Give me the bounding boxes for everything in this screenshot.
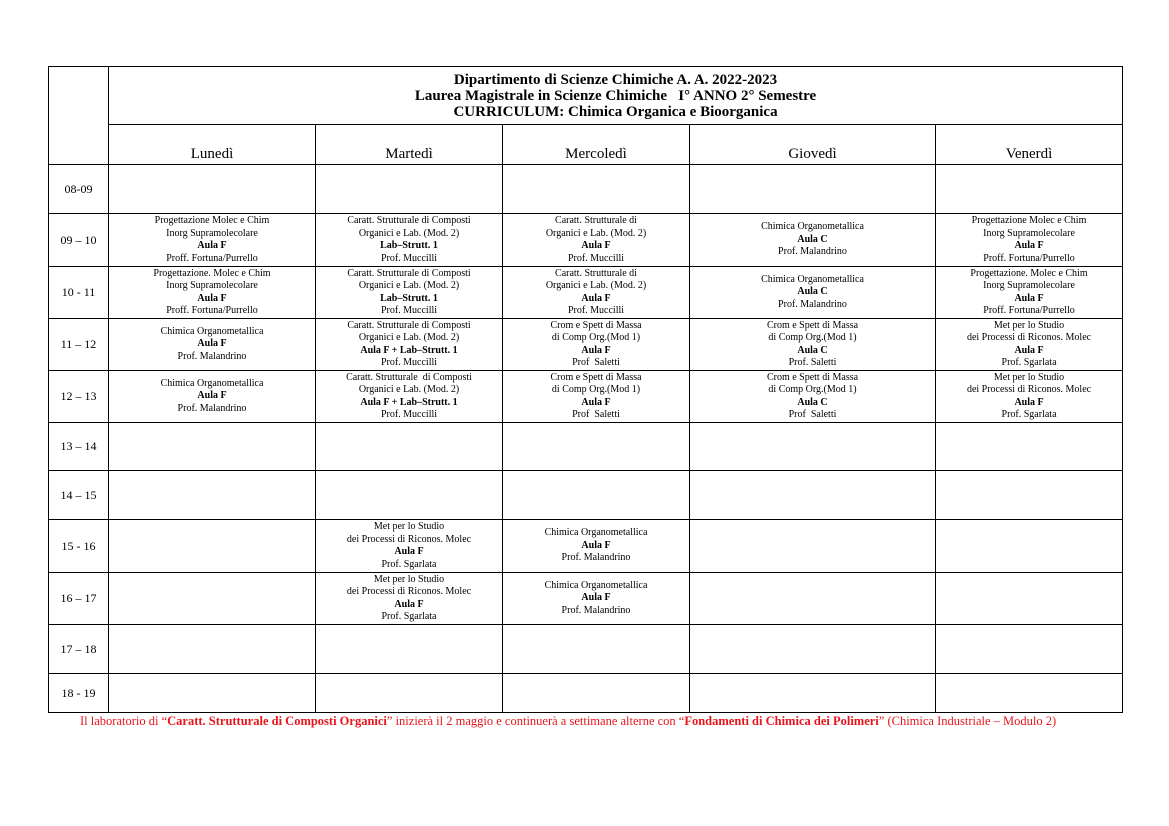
schedule-cell (936, 471, 1123, 520)
room-label: Aula F (581, 292, 611, 304)
course-line: Crom e Spett di Massa (550, 319, 642, 331)
time-label: 09 – 10 (49, 214, 109, 267)
day-header-1: Lunedì (109, 125, 316, 165)
course-line: Prof. Malandrino (177, 350, 247, 362)
room-label: Aula F + Lab–Strutt. 1 (360, 396, 458, 408)
schedule-cell (936, 423, 1123, 471)
course-line: Caratt. Strutturale di Composti (346, 371, 472, 383)
schedule-cell (690, 423, 936, 471)
schedule-cell (936, 625, 1123, 674)
schedule-cell (503, 319, 690, 371)
lab-footnote (80, 713, 1080, 729)
schedule-cell (936, 165, 1123, 214)
schedule-cell (109, 371, 316, 423)
course-line: Organici e Lab. (Mod. 2) (358, 332, 460, 343)
schedule-cell (936, 267, 1123, 319)
course-line: Caratt. Strutturale di (555, 267, 637, 279)
course-line: Chimica Organometallica (160, 377, 264, 389)
course-line: dei Processi di Riconos. Molec (346, 533, 472, 545)
course-line: Prof Saletti (572, 357, 620, 368)
time-label: 18 - 19 (49, 674, 109, 713)
schedule-cell (690, 214, 936, 267)
course-line: Prof. Malandrino (778, 298, 847, 310)
timeslot-row (49, 214, 1123, 267)
timeslot-row (49, 371, 1123, 423)
course-line: Prof. Malandrino (778, 246, 847, 258)
title-block (109, 67, 1123, 125)
course-line: Prof. Sgarlata (1001, 357, 1057, 368)
schedule-cell (109, 165, 316, 214)
room-label: Aula C (797, 286, 828, 298)
schedule-cell (690, 573, 936, 625)
course-line: Progettazione Molec e Chim (971, 215, 1087, 226)
course-line: Crom e Spett di Massa (550, 371, 642, 383)
time-label: 08-09 (49, 165, 109, 214)
course-line: Inorg Supramolecolare (983, 227, 1075, 239)
department-title: Dipartimento di Scienze Chimiche A. A. 2022-2023 (453, 71, 778, 88)
room-label: Aula F + Lab–Strutt. 1 (360, 344, 458, 356)
timeslot-row (49, 625, 1123, 674)
course-line: Organici e Lab. (Mod. 2) (358, 384, 460, 395)
course-line: Prof. Muccilli (380, 357, 438, 368)
course-line: Prof. Malandrino (561, 604, 631, 616)
timeslot-row (49, 674, 1123, 713)
room-label: Aula F (197, 240, 227, 251)
course-line: Caratt. Strutturale di Composti (347, 267, 471, 279)
schedule-cell (316, 165, 503, 214)
schedule-cell (503, 423, 690, 471)
schedule-cell (936, 214, 1123, 267)
schedule-cell (316, 214, 503, 267)
corner-cell (49, 67, 109, 165)
schedule-cell (109, 319, 316, 371)
day-header-2: Martedì (316, 125, 503, 165)
timetable (48, 66, 1123, 713)
room-label: Aula F (197, 338, 227, 350)
schedule-cell (690, 319, 936, 371)
course-line: di Comp Org.(Mod 1) (768, 332, 857, 343)
course-line: Prof. Sgarlata (1001, 409, 1057, 420)
schedule-cell (503, 267, 690, 319)
schedule-cell (109, 267, 316, 319)
room-label: Aula C (797, 233, 828, 245)
room-label: Aula F (581, 592, 611, 604)
course-line: Chimica Organometallica (544, 579, 648, 591)
room-label: Aula F (394, 546, 424, 557)
time-label: 11 – 12 (49, 319, 109, 371)
footnote-text-2: ” inizierà il 2 maggio e continuerà a settimane alterne con “ (386, 714, 685, 728)
schedule-cell (503, 214, 690, 267)
timeslot-row (49, 319, 1123, 371)
course-line: Proff. Fortuna/Purrello (166, 252, 258, 264)
time-label: 16 – 17 (49, 573, 109, 625)
course-line: Prof Saletti (572, 409, 620, 420)
schedule-cell (503, 520, 690, 573)
schedule-cell (503, 371, 690, 423)
day-header-4: Giovedì (690, 125, 936, 165)
schedule-cell (109, 625, 316, 674)
course-line: di Comp Org.(Mod 1) (551, 332, 641, 343)
course-line: Prof Saletti (788, 409, 837, 420)
course-line: Prof. Muccilli (380, 305, 438, 316)
footnote-course-1: Caratt. Strutturale di Composti Organici (167, 714, 387, 728)
schedule-cell (936, 674, 1123, 713)
schedule-cell (316, 267, 503, 319)
day-header-5: Venerdì (936, 125, 1123, 165)
course-line: Met per lo Studio (993, 371, 1065, 383)
course-line: Chimica Organometallica (544, 527, 648, 539)
room-label: Aula C (797, 396, 828, 408)
course-line: Prof. Sgarlata (381, 558, 437, 570)
schedule-cell (316, 319, 503, 371)
timeslot-row (49, 471, 1123, 520)
time-label: 10 - 11 (49, 267, 109, 319)
schedule-cell (316, 520, 503, 573)
course-line: di Comp Org.(Mod 1) (768, 384, 857, 395)
room-label: Aula F (1014, 292, 1044, 304)
time-label: 13 – 14 (49, 423, 109, 471)
course-line: Prof. Muccilli (567, 252, 625, 264)
course-line: Caratt. Strutturale di (555, 215, 637, 226)
schedule-cell (936, 573, 1123, 625)
course-line: Inorg Supramolecolare (983, 280, 1075, 291)
schedule-cell (316, 625, 503, 674)
course-line: Chimica Organometallica (761, 273, 864, 285)
room-label: Aula F (394, 598, 424, 610)
schedule-cell (316, 423, 503, 471)
room-label: Lab–Strutt. 1 (380, 292, 438, 304)
schedule-cell (936, 371, 1123, 423)
time-label: 12 – 13 (49, 371, 109, 423)
schedule-cell (690, 165, 936, 214)
course-line: Progettazione Molec e Chim (154, 215, 270, 226)
course-line: Prof. Malandrino (177, 402, 247, 414)
timeslot-row (49, 165, 1123, 214)
course-line: dei Processi di Riconos. Molec (966, 384, 1092, 395)
schedule-cell (690, 267, 936, 319)
room-label: Aula F (581, 344, 611, 356)
course-line: Proff. Fortuna/Purrello (166, 305, 258, 316)
timeslot-row (49, 267, 1123, 319)
schedule-cell (109, 520, 316, 573)
schedule-cell (316, 674, 503, 713)
room-label: Aula F (1014, 396, 1044, 408)
schedule-cell (503, 471, 690, 520)
course-line: di Comp Org.(Mod 1) (551, 384, 641, 395)
course-line: Prof. Muccilli (380, 252, 438, 264)
schedule-cell (936, 319, 1123, 371)
course-line: Met per lo Studio (993, 319, 1065, 331)
footnote-course-2: Fondamenti di Chimica dei Polimeri (684, 714, 879, 728)
room-label: Aula F (581, 240, 611, 251)
schedule-cell (316, 573, 503, 625)
course-line: dei Processi di Riconos. Molec (346, 586, 472, 597)
room-label: Aula F (581, 539, 611, 551)
course-line: Organici e Lab. (Mod. 2) (545, 280, 647, 291)
schedule-cell (690, 371, 936, 423)
schedule-cell (690, 625, 936, 674)
room-label: Aula F (197, 292, 227, 304)
timeslot-row (49, 423, 1123, 471)
course-line: Prof. Sgarlata (381, 611, 437, 622)
course-line: Caratt. Strutturale di Composti (347, 319, 471, 331)
room-label: Aula F (581, 396, 611, 408)
day-header-row (49, 125, 1123, 165)
schedule-cell (316, 371, 503, 423)
course-line: Prof. Malandrino (561, 552, 631, 564)
room-label: Aula C (797, 344, 828, 356)
time-label: 15 - 16 (49, 520, 109, 573)
schedule-cell (109, 471, 316, 520)
timeslot-row (49, 520, 1123, 573)
course-line: Prof. Muccilli (380, 409, 438, 420)
schedule-cell (690, 674, 936, 713)
timeslot-row (49, 573, 1123, 625)
room-label: Aula F (1014, 240, 1044, 251)
footnote-text-1: Il laboratorio di “ (80, 714, 168, 728)
footnote-text-3: ” (Chimica Industriale – Modulo 2) (878, 714, 1057, 728)
day-header-3: Mercoledì (503, 125, 690, 165)
schedule-cell (690, 471, 936, 520)
course-line: Met per lo Studio (373, 573, 445, 585)
course-line: Prof. Muccilli (567, 305, 625, 316)
room-label: Lab–Strutt. 1 (380, 240, 438, 251)
course-line: Progettazione. Molec e Chim (970, 267, 1088, 279)
course-line: Met per lo Studio (373, 521, 445, 532)
room-label: Aula F (1014, 344, 1044, 356)
schedule-cell (109, 573, 316, 625)
course-line: Proff. Fortuna/Purrello (983, 252, 1075, 264)
degree-title: Laurea Magistrale in Scienze Chimiche I° ANNO 2° Semestre (414, 87, 817, 104)
schedule-cell (503, 165, 690, 214)
room-label: Aula F (197, 390, 227, 402)
course-line: Inorg Supramolecolare (166, 280, 258, 291)
time-label: 17 – 18 (49, 625, 109, 674)
course-line: Caratt. Strutturale di Composti (347, 215, 471, 226)
course-line: Prof. Saletti (788, 357, 837, 368)
schedule-cell (503, 625, 690, 674)
course-line: Organici e Lab. (Mod. 2) (545, 227, 647, 239)
course-line: Crom e Spett di Massa (766, 371, 859, 383)
schedule-cell (109, 423, 316, 471)
schedule-cell (316, 471, 503, 520)
curriculum-title: CURRICULUM: Chimica Organica e Bioorganica (453, 103, 778, 120)
course-line: Progettazione. Molec e Chim (153, 267, 271, 279)
course-line: Chimica Organometallica (761, 221, 864, 233)
course-line: Crom e Spett di Massa (766, 319, 859, 331)
course-line: dei Processi di Riconos. Molec (966, 332, 1092, 343)
schedule-cell (690, 520, 936, 573)
course-line: Inorg Supramolecolare (166, 227, 258, 239)
course-line: Organici e Lab. (Mod. 2) (358, 227, 460, 239)
time-label: 14 – 15 (49, 471, 109, 520)
schedule-cell (936, 520, 1123, 573)
title-row (49, 67, 1123, 125)
schedule-cell (503, 573, 690, 625)
schedule-cell (109, 214, 316, 267)
course-line: Organici e Lab. (Mod. 2) (358, 280, 460, 291)
schedule-cell (503, 674, 690, 713)
course-line: Proff. Fortuna/Purrello (983, 305, 1075, 316)
schedule-cell (109, 674, 316, 713)
course-line: Chimica Organometallica (160, 325, 264, 337)
